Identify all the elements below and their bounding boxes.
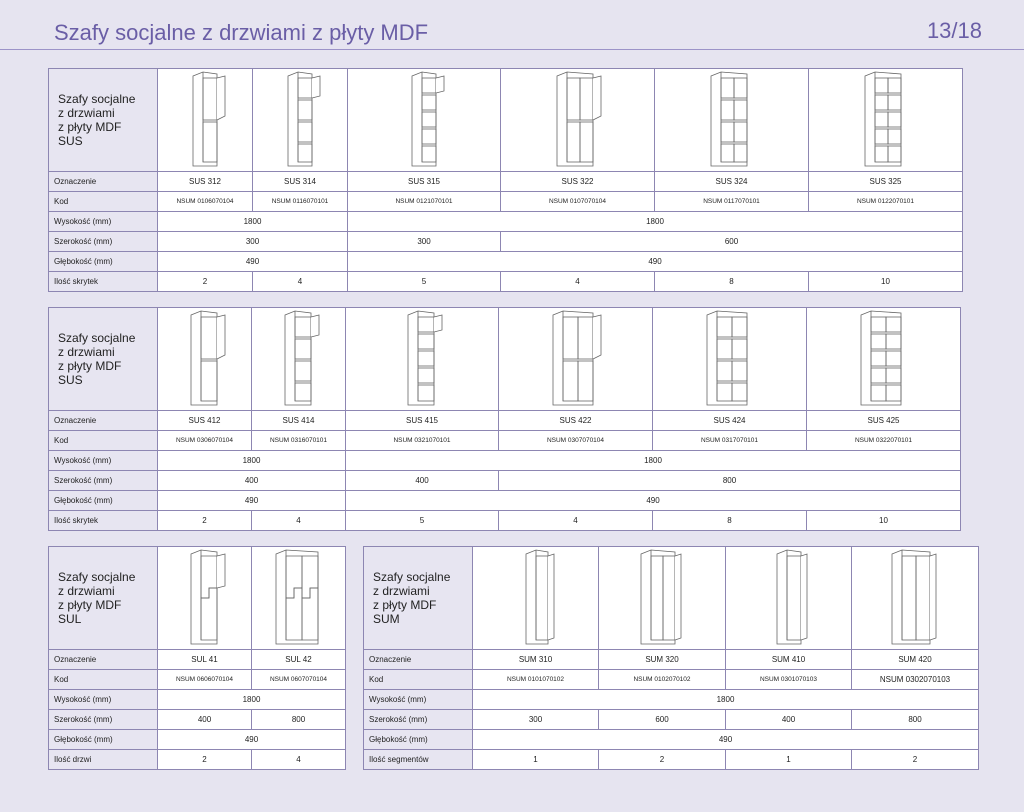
row-label: Głębokość (mm) — [364, 730, 473, 750]
row-label: Szerokość (mm) — [49, 710, 158, 730]
locker-image — [599, 547, 726, 650]
locker-2col-4-icon — [695, 309, 765, 409]
value-cell: 800 — [852, 710, 979, 730]
locker-2col-4-icon — [697, 70, 767, 170]
row-label: Wysokość (mm) — [49, 690, 158, 710]
page-number: 13/18 — [926, 18, 982, 43]
locker-image — [655, 69, 809, 172]
value-cell: 5 — [348, 272, 501, 292]
code-cell: NSUM 0306070104 — [158, 431, 252, 451]
locker-image — [348, 69, 501, 172]
value-cell: 400 — [726, 710, 852, 730]
spec-table-sum — [363, 546, 979, 770]
value-cell: 800 — [252, 710, 346, 730]
value-cell: 300 — [473, 710, 599, 730]
code-cell: NSUM 0106070104 — [158, 192, 253, 212]
code-cell: NSUM 0322070101 — [807, 431, 961, 451]
locker-1col-2-icon — [175, 70, 235, 170]
value-cell: 1 — [473, 750, 599, 770]
value-cell: 300 — [348, 232, 501, 252]
spec-table-sus-300 — [48, 68, 963, 292]
row-label: Oznaczenie — [364, 650, 473, 670]
code-cell: NSUM 0102070102 — [599, 670, 726, 690]
locker-image — [653, 308, 807, 411]
value-cell: 490 — [158, 252, 348, 272]
row-label: Wysokość (mm) — [49, 451, 158, 471]
model-cell: SUS 415 — [346, 411, 499, 431]
value-cell: 490 — [346, 491, 961, 511]
row-label: Ilość drzwi — [49, 750, 158, 770]
table-heading: Szafy socjalne z drzwiami z płyty MDF SUS — [49, 69, 158, 172]
table-heading: Szafy socjalne z drzwiami z płyty MDF SUS — [49, 308, 158, 411]
locker-image — [346, 308, 499, 411]
locker-double-door-icon — [880, 548, 950, 648]
value-cell: 490 — [473, 730, 979, 750]
row-label: Głębokość (mm) — [49, 252, 158, 272]
locker-1col-5-icon — [394, 70, 454, 170]
locker-1col-4-icon — [269, 309, 329, 409]
value-cell: 490 — [348, 252, 963, 272]
locker-1col-2-icon — [175, 309, 235, 409]
spec-table-sus-400 — [48, 307, 961, 531]
row-label: Kod — [49, 670, 158, 690]
row-label: Głębokość (mm) — [49, 730, 158, 750]
value-cell: 2 — [599, 750, 726, 770]
row-label: Wysokość (mm) — [364, 690, 473, 710]
value-cell: 1800 — [158, 212, 348, 232]
row-label: Głębokość (mm) — [49, 491, 158, 511]
model-cell: SUS 324 — [655, 172, 809, 192]
model-cell: SUS 315 — [348, 172, 501, 192]
value-cell: 400 — [346, 471, 499, 491]
row-label: Oznaczenie — [49, 172, 158, 192]
code-cell: NSUM 0316070101 — [252, 431, 346, 451]
value-cell: 400 — [158, 710, 252, 730]
row-label: Oznaczenie — [49, 411, 158, 431]
value-cell: 4 — [252, 511, 346, 531]
value-cell: 600 — [599, 710, 726, 730]
row-label: Ilość skrytek — [49, 272, 158, 292]
locker-image — [852, 547, 979, 650]
locker-image — [158, 547, 252, 650]
code-cell: NSUM 0107070104 — [501, 192, 655, 212]
model-cell: SUS 325 — [809, 172, 963, 192]
value-cell: 4 — [499, 511, 653, 531]
code-cell: NSUM 0116070101 — [253, 192, 348, 212]
locker-2col-2-icon — [541, 309, 611, 409]
locker-image — [252, 308, 346, 411]
code-cell: NSUM 0302070103 — [852, 670, 979, 690]
value-cell: 10 — [807, 511, 961, 531]
locker-1col-5-icon — [392, 309, 452, 409]
value-cell: 800 — [499, 471, 961, 491]
value-cell: 1800 — [348, 212, 963, 232]
locker-image — [807, 308, 961, 411]
value-cell: 4 — [252, 750, 346, 770]
value-cell: 2 — [158, 750, 252, 770]
row-label: Oznaczenie — [49, 650, 158, 670]
model-cell: SUS 412 — [158, 411, 252, 431]
row-label: Szerokość (mm) — [364, 710, 473, 730]
locker-image — [499, 308, 653, 411]
model-cell: SUM 320 — [599, 650, 726, 670]
value-cell: 2 — [852, 750, 979, 770]
value-cell: 2 — [158, 272, 253, 292]
value-cell: 1800 — [473, 690, 979, 710]
value-cell: 1 — [726, 750, 852, 770]
code-cell: NSUM 0606070104 — [158, 670, 252, 690]
locker-image — [158, 69, 253, 172]
model-cell: SUM 310 — [473, 650, 599, 670]
code-cell: NSUM 0317070101 — [653, 431, 807, 451]
row-label: Kod — [49, 431, 158, 451]
code-cell: NSUM 0307070104 — [499, 431, 653, 451]
locker-1col-4-icon — [270, 70, 330, 170]
code-cell: NSUM 0122070101 — [809, 192, 963, 212]
locker-single-door-icon — [759, 548, 819, 648]
model-cell: SUS 425 — [807, 411, 961, 431]
value-cell: 600 — [501, 232, 963, 252]
code-cell: NSUM 0301070103 — [726, 670, 852, 690]
model-cell: SUS 424 — [653, 411, 807, 431]
value-cell: 8 — [653, 511, 807, 531]
row-label: Wysokość (mm) — [49, 212, 158, 232]
table-heading: Szafy socjalne z drzwiami z płyty MDF SUM — [364, 547, 473, 650]
code-cell: NSUM 0321070101 — [346, 431, 499, 451]
locker-image — [726, 547, 852, 650]
locker-image — [473, 547, 599, 650]
value-cell: 8 — [655, 272, 809, 292]
value-cell: 4 — [501, 272, 655, 292]
locker-2col-5-icon — [851, 70, 921, 170]
value-cell: 1800 — [158, 690, 346, 710]
locker-image — [252, 547, 346, 650]
locker-image — [809, 69, 963, 172]
value-cell: 300 — [158, 232, 348, 252]
value-cell: 1800 — [158, 451, 346, 471]
spec-table-sul — [48, 546, 346, 770]
value-cell: 10 — [809, 272, 963, 292]
value-cell: 490 — [158, 491, 346, 511]
value-cell: 400 — [158, 471, 346, 491]
locker-2col-5-icon — [849, 309, 919, 409]
model-cell: SUM 420 — [852, 650, 979, 670]
row-label: Kod — [49, 192, 158, 212]
model-cell: SUM 410 — [726, 650, 852, 670]
row-label: Ilość segmentów — [364, 750, 473, 770]
header-rule — [0, 49, 1024, 50]
model-cell: SUS 314 — [253, 172, 348, 192]
row-label: Kod — [364, 670, 473, 690]
row-label: Szerokość (mm) — [49, 232, 158, 252]
code-cell: NSUM 0607070104 — [252, 670, 346, 690]
row-label: Szerokość (mm) — [49, 471, 158, 491]
locker-image — [253, 69, 348, 172]
model-cell: SUS 312 — [158, 172, 253, 192]
value-cell: 4 — [253, 272, 348, 292]
locker-2col-2-icon — [543, 70, 613, 170]
model-cell: SUS 414 — [252, 411, 346, 431]
code-cell: NSUM 0101070102 — [473, 670, 599, 690]
model-cell: SUS 322 — [501, 172, 655, 192]
value-cell: 2 — [158, 511, 252, 531]
code-cell: NSUM 0121070101 — [348, 192, 501, 212]
model-cell: SUL 42 — [252, 650, 346, 670]
page-title: Szafy socjalne z drzwiami z płyty MDF — [54, 20, 429, 45]
table-heading: Szafy socjalne z drzwiami z płyty MDF SUL — [49, 547, 158, 650]
model-cell: SUL 41 — [158, 650, 252, 670]
locker-l-door-icon — [175, 548, 235, 648]
locker-image — [158, 308, 252, 411]
row-label: Ilość skrytek — [49, 511, 158, 531]
model-cell: SUS 422 — [499, 411, 653, 431]
locker-single-door-icon — [506, 548, 566, 648]
locker-l-door-double-icon — [264, 548, 334, 648]
locker-image — [501, 69, 655, 172]
value-cell: 5 — [346, 511, 499, 531]
locker-double-door-icon — [627, 548, 697, 648]
value-cell: 490 — [158, 730, 346, 750]
value-cell: 1800 — [346, 451, 961, 471]
code-cell: NSUM 0117070101 — [655, 192, 809, 212]
